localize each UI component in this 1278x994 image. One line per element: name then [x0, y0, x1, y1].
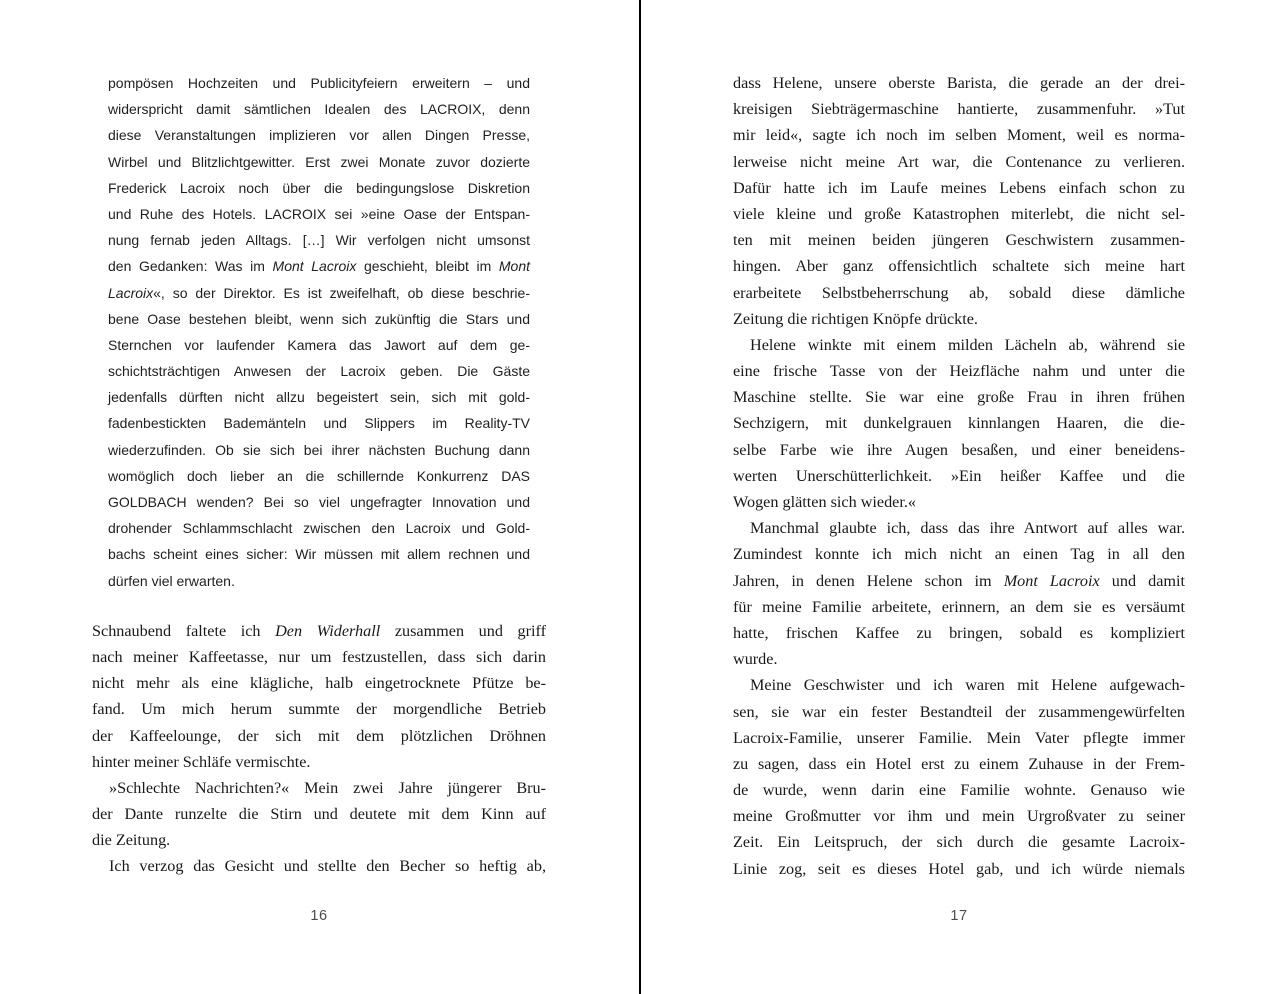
text-line: schichtsträchtigen Anwesen der Lacroix geben. Die Gäste	[108, 363, 530, 380]
text-line: Wirbel und Blitzlichtgewitter. Erst zwei Monate zuvor dozierte	[108, 153, 530, 170]
text-line: Linie zog, seit es dieses Hotel gab, und ich würde niemals	[733, 859, 1185, 878]
text-line: für meine Familie arbeitete, erinnern, an dem sie es versäumt	[733, 597, 1185, 616]
text-line: Manchmal glaubte ich, dass das ihre Antwort auf alles war.	[750, 519, 1185, 538]
paragraph	[733, 332, 1185, 515]
text-line: der Kaffeelounge, der sich mit dem plötzlichen Dröhnen	[92, 726, 546, 745]
text-line: pompösen Hochzeiten und Publicityfeiern erweitern – und	[108, 75, 530, 91]
paragraph	[733, 672, 1185, 882]
text-line: Schnaubend faltete ich Den Widerhall zusammen und griff	[92, 621, 546, 640]
page-number-left: 16	[310, 908, 328, 924]
page-divider	[639, 0, 641, 994]
text-line: Frederick Lacroix noch über die bedingungslose Diskretion	[108, 179, 530, 196]
text-line: nicht mehr als eine klägliche, halb eingetrocknete Pfütze be-	[92, 674, 546, 693]
text-line: wiederzufinden. Ob sie sich bei ihrer nächsten Buchung dann	[108, 441, 530, 458]
paragraph	[92, 618, 546, 775]
text-line: zu sagen, dass ein Hotel erst zu einem Zuhause in der Frem-	[733, 754, 1185, 773]
text-line: die Zeitung.	[92, 831, 171, 850]
text-line: viele kleine und große Katastrophen miterlebt, die nicht sel-	[733, 204, 1185, 223]
text-line: »Schlechte Nachrichten?« Mein zwei Jahre jüngerer Bru-	[109, 778, 546, 797]
text-line: diese Veranstaltungen implizieren vor allen Dingen Presse,	[108, 127, 530, 144]
text-line: de wurde, wenn darin eine Familie wohnte. Genauso wie	[733, 781, 1185, 800]
text-line: fadenbestickten Bademänteln und Slippers im Reality-TV	[108, 415, 530, 432]
text-line: fand. Um mich herum summte der morgendliche Betrieb	[92, 700, 546, 719]
text-line: Wogen glätten sich wieder.«	[733, 493, 917, 511]
text-line: hingen. Aber ganz offensichtlich schaltete sich meine hart	[733, 257, 1185, 276]
text-line: Maschine stellte. Sie war eine große Frau in ihren frühen	[733, 388, 1185, 407]
text-line: der Dante runzelte die Stirn und deutete mit dem Kinn auf	[92, 805, 546, 824]
text-line: dass Helene, unsere oberste Barista, die gerade an der drei-	[733, 74, 1185, 92]
text-line: bachs scheint eines sicher: Wir müssen mit allem rechnen und	[108, 546, 530, 563]
text-line: ten mit meinen beiden jüngeren Geschwistern zusammen-	[733, 231, 1185, 250]
text-line: eine frische Tasse von der Heizfläche nahm und unter die	[733, 362, 1185, 381]
text-line: dürfen viel erwarten.	[108, 572, 235, 589]
text-line: hinter meiner Schläfe vermischte.	[92, 752, 311, 771]
text-line: nung fernab jeden Alltags. […] Wir verfolgen nicht umsonst	[108, 232, 530, 249]
text-line: womöglich doch lieber an die schillernde Konkurrenz DAS	[108, 467, 530, 484]
paragraph	[92, 853, 546, 879]
text-line: nach meiner Kaffeetasse, nur um festzustellen, dass sich darin	[92, 647, 546, 666]
text-line: wurde.	[733, 650, 778, 669]
text-line: erarbeitete Selbstbeherrschung ab, sobald diese dämliche	[733, 283, 1185, 302]
text-line: widerspricht damit sämtlichen Idealen des LACROIX, denn	[108, 101, 530, 118]
text-line: kreisigen Siebträgermaschine hantierte, zusammenfuhr. »Tut	[733, 100, 1185, 119]
text-line: den Gedanken: Was im Mont Lacroix geschieht, bleibt im Mont	[108, 258, 530, 275]
text-line: Ich verzog das Gesicht und stellte den Becher so heftig ab,	[109, 857, 546, 876]
page-right	[733, 70, 1185, 924]
paragraph	[733, 515, 1185, 672]
newspaper-article-excerpt	[108, 70, 530, 594]
text-line: Dafür hatte ich im Laufe meines Lebens einfach schon zu	[733, 178, 1185, 197]
paragraph	[733, 70, 1185, 332]
text-line: sen, sie war ein fester Bestandteil der zusammengewürfelten	[733, 702, 1185, 721]
text-line: bene Oase bestehen bleibt, wenn sich zukünftig die Stars und	[108, 310, 530, 327]
text-line: selbe Farbe wie ihre Augen besaßen, und einer beneidens-	[733, 440, 1185, 459]
text-line: jedenfalls dürften nicht allzu begeistert sein, sich mit gold-	[108, 389, 530, 406]
left-page-body-text	[92, 618, 546, 880]
text-line: meine Großmutter vor ihm und mein Urgroßvater zu seiner	[733, 807, 1185, 826]
text-line: hatte, frischen Kaffee zu bringen, sobald es kompliziert	[733, 623, 1185, 642]
right-page-body-text	[733, 70, 1185, 882]
text-line: und Ruhe des Hotels. LACROIX sei »eine Oase der Entspan-	[108, 205, 530, 222]
paragraph	[92, 775, 546, 854]
text-line: Sechzigern, mit dunkelgrauen kinnlangen Haaren, die die-	[733, 414, 1185, 433]
text-line: werten Unerschütterlichkeit. »Ein heißer Kaffee und die	[733, 466, 1185, 485]
text-line: drohender Schlammschlacht zwischen den Lacroix und Gold-	[108, 520, 530, 537]
text-line: GOLDBACH wenden? Bei so viel ungefragter Innovation und	[108, 494, 530, 510]
paragraph	[108, 70, 530, 594]
page-left	[92, 70, 546, 924]
text-line: Meine Geschwister und ich waren mit Helene aufgewach-	[750, 676, 1185, 695]
text-line: Zeitung die richtigen Knöpfe drückte.	[733, 309, 978, 328]
page-number-right: 17	[950, 908, 968, 924]
text-line: Jahren, in denen Helene schon im Mont Lacroix und damit	[733, 571, 1185, 590]
text-line: Zeit. Ein Leitspruch, der sich durch die gesamte Lacroix-	[733, 833, 1185, 852]
text-line: Zumindest konnte ich mich nicht an einen Tag in all den	[733, 545, 1185, 564]
text-line: Lacroix«, so der Direktor. Es ist zweifelhaft, ob diese beschrie-	[108, 284, 530, 301]
text-line: Helene winkte mit einem milden Lächeln ab, während sie	[750, 335, 1185, 354]
text-line: Sternchen vor laufender Kamera das Jawort auf dem ge-	[108, 336, 530, 353]
text-line: mir leid«, sagte ich noch im selben Moment, weil es norma-	[733, 126, 1185, 145]
text-line: lerweise nicht meine Art war, die Contenance zu verlieren.	[733, 152, 1185, 171]
text-line: Lacroix-Familie, unserer Familie. Mein Vater pflegte immer	[733, 728, 1185, 747]
